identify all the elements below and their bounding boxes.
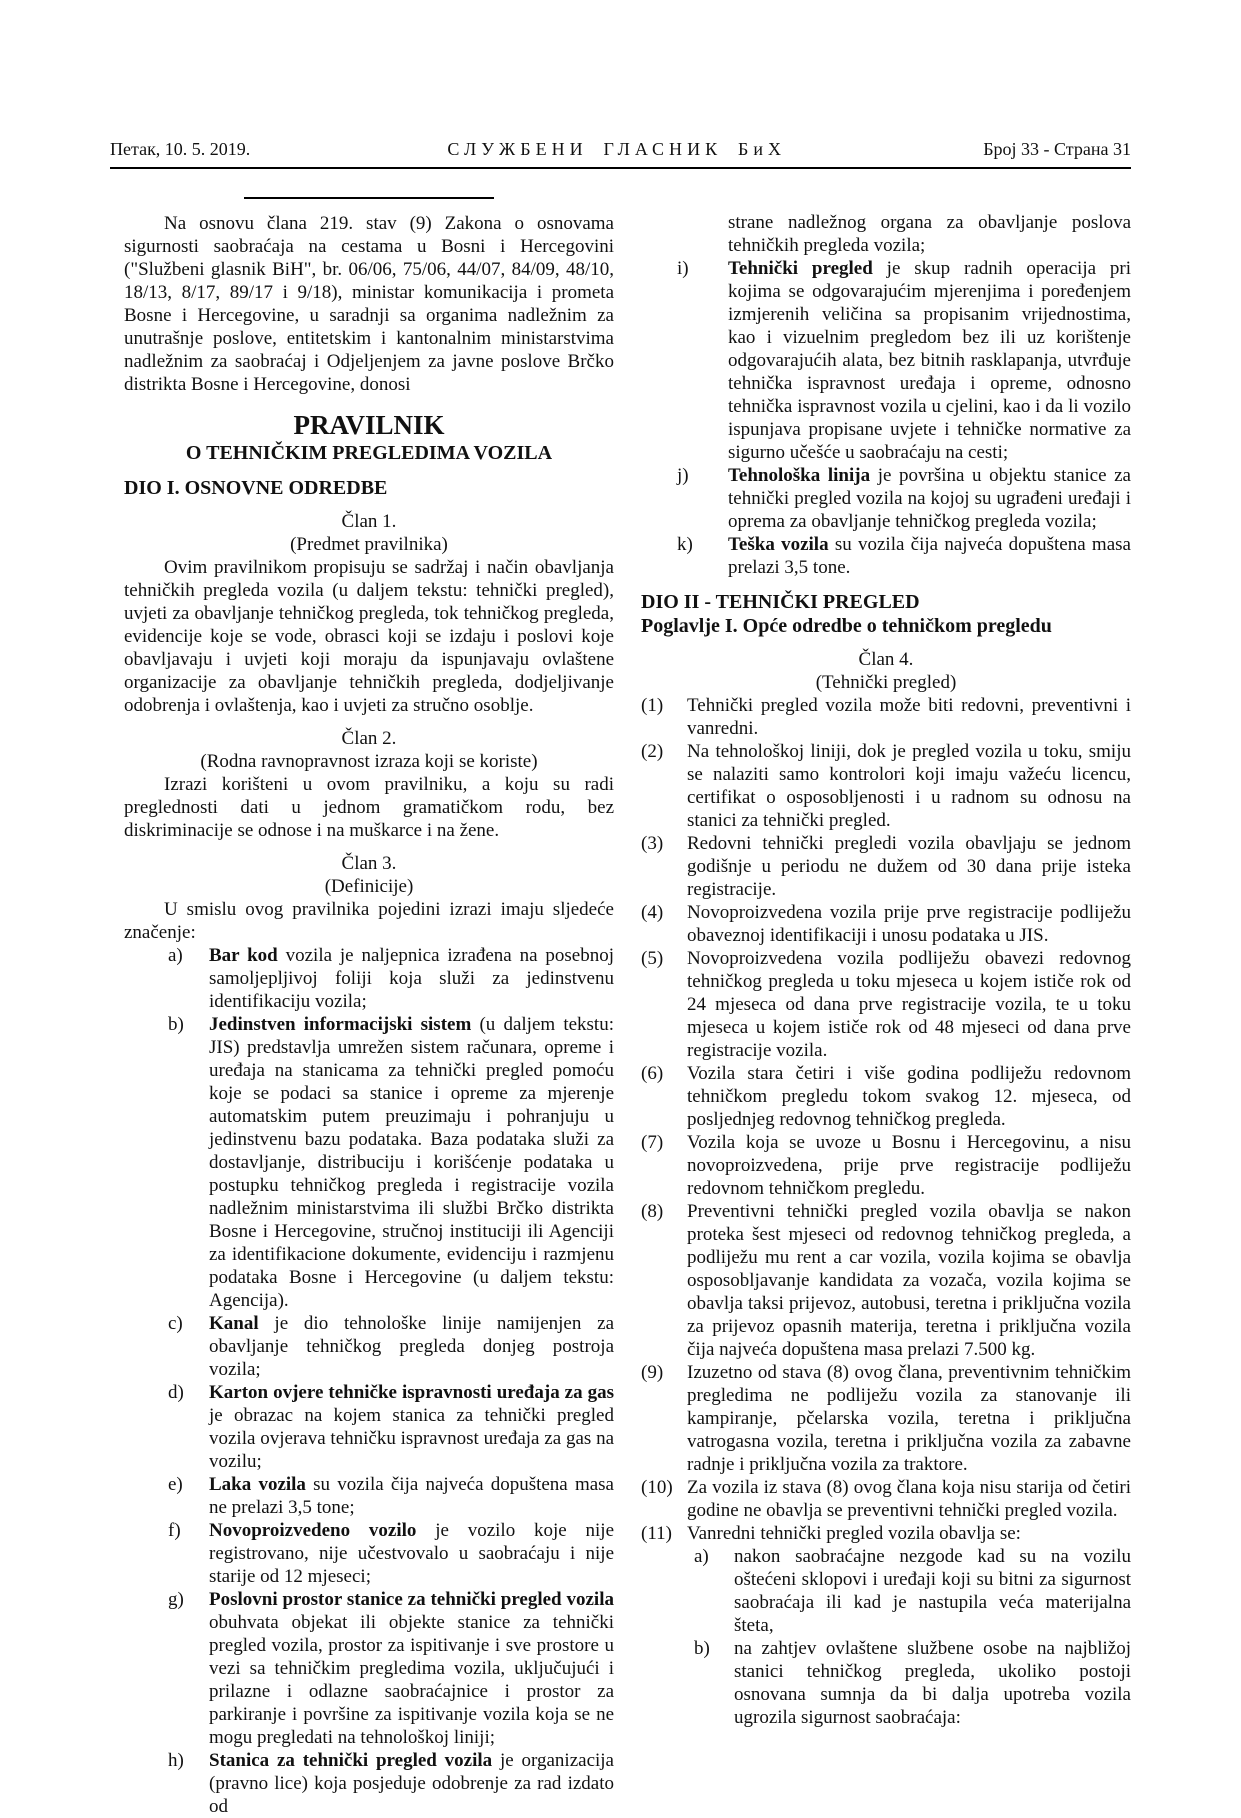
definition-term: Karton ovjere tehničke ispravnosti uređaja za gas [209,1382,614,1403]
article-4-number: Član 4. [858,649,914,670]
article-4-caption: (Tehnički pregled) [815,672,957,693]
header-page-number: Број 33 - Страна 31 [983,139,1131,159]
subitem-text: na zahtjev ovlaštene službene osobe na najbližoj stanici tehničkog pregleda, ukoliko postoji osnovana sumnja da bi dalja upotreba vozila ugrozila sigurnost saobraćaja: [734,1638,1131,1728]
definition-item-h [124,1749,614,1818]
definition-marker: c) [168,1313,183,1334]
definition-item-i [641,257,1131,464]
paragraph-text: Vozila stara četiri i više godina podliježu redovnom tehničkom pregledu tokom svakog 12. mjeseca, od posljednjeg redovnog tehničkog pregleda. [687,1063,1131,1130]
numbered-paragraph-10 [641,1476,1131,1522]
definition-term: Kanal [209,1313,259,1334]
numbered-paragraph-9 [641,1361,1131,1476]
numbered-paragraph-3 [641,832,1131,901]
paragraph-marker: (6) [641,1063,664,1084]
paragraph-text: Redovni tehnički pregledi vozila obavljaju se jednom godišnje u periodu ne dužem od 30 dana prije isteka registracije. [687,833,1131,900]
definition-item-c [124,1312,614,1381]
definition-text: je površina u objektu stanice za tehnički pregled vozila na kojoj su ugrađeni uređaji i oprema za obavljanje tehničkog pregleda vozila; [728,465,1131,532]
definition-term: Tehnički pregled [728,258,873,279]
two-column-body [124,169,1131,1818]
definition-term: Bar kod [209,945,278,966]
part-2-heading: DIO II - TEHNIČKI PREGLED [641,591,920,613]
act-subtitle: O TEHNIČKIM PREGLEDIMA VOZILA [185,442,553,464]
definition-marker: e) [168,1474,183,1495]
definition-item-f [124,1519,614,1588]
numbered-paragraph-4 [641,901,1131,947]
definition-text: obuhvata objekat ili objekte stanice za tehnički pregled vozila, prostor za ispitivanje i sve prostore u vezi sa tehničkim pregledima vozila, uključujući i prilazne i odlazne saobraćajnice i prostor za parkiranje i površine za ispitivanje vozila koja se ne mogu pregledati na tehnološkoj liniji; [209,1612,614,1748]
definition-term: Stanica za tehnički pregled vozila [209,1750,493,1771]
article-3-caption: (Definicije) [324,876,414,897]
preamble-paragraph: Na osnovu člana 219. stav (9) Zakona o osnovama sigurnosti saobraćaja na cestama u Bosni i Hercegovini ("Službeni glasnik BiH", br. 06/06, 75/06, 44/07, 84/09, 48/10, 18/13, 8/17, 89/17 i 9/18), ministar komunikacija i prometa Bosne i Hercegovine, u saradnji sa organima nadležnim za unutrašnje poslove, entitetskim i kantonalnim ministarstvima nadležnim za saobraćaj i Odjeljenjem za javne poslove Brčko distrikta Bosne i Hercegovine, donosi [124,213,614,395]
article-1-caption: (Predmet pravilnika) [290,534,448,555]
paragraph-text: Preventivni tehnički pregled vozila obavlja se nakon proteka šest mjeseci od redovnog tehničkog pregleda, a podliježu mu rent a car vozila, vozila kojima se obavlja osposobljavanje kandidata za vozača, vozila kojima se obavlja taksi prijevoz, autobusi, teretna i priključna vozila za prijevoz opasnih materija, teretna i priključna vozila čija najveća dopuštena masa prelazi 7.500 kg. [687,1201,1131,1360]
subitem-marker: a) [694,1546,709,1567]
definition-text: su vozila čija najveća dopuštena masa ne prelazi 3,5 tone; [209,1474,614,1518]
page-header [110,0,1131,169]
definition-item-e [124,1473,614,1519]
numbered-paragraph-2 [641,740,1131,832]
paragraph-text: Na tehnološkoj liniji, dok je pregled vozila u toku, smiju se nalaziti samo kontrolori koji imaju važeću licencu, certifikat o osposobljenosti i u radnom su odnosu na stanici za tehnički pregled. [687,741,1131,831]
definition-term: Teška vozila [728,534,829,555]
paragraph-marker: (10) [641,1477,673,1498]
paragraph-text: Za vozila iz stava (8) ovog člana koja nisu starija od četiri godine ne obavlja se preventivni tehnički pregled vozila. [687,1477,1131,1521]
numbered-paragraph-7 [641,1131,1131,1200]
paragraph-marker: (9) [641,1362,664,1383]
paragraph-marker: (4) [641,902,664,923]
definition-item-g [124,1588,614,1749]
definition-term: Poslovni prostor stanice za tehnički pregled vozila [209,1589,614,1610]
definition-item-j [641,464,1131,533]
paragraph-text: Vozila koja se uvoze u Bosnu i Hercegovinu, a nisu novoproizvedena, prije prve registracije podliježu redovnom tehničkom pregledu. [687,1132,1131,1199]
definition-text: je organizacija (pravno lice) koja posjeduje odobrenje za rad izdato od [209,1750,614,1817]
header-date: Петак, 10. 5. 2019. [110,139,251,159]
definition-text: je dio tehnološke linije namijenjen za obavljanje tehničkog pregleda donjeg postroja vozila; [209,1313,614,1380]
definition-marker: a) [168,945,183,966]
numbered-paragraph-1 [641,694,1131,740]
definition-term: Laka vozila [209,1474,306,1495]
definition-marker: g) [168,1589,184,1610]
right-column [641,169,1131,1818]
paragraph-text: Novoproizvedena vozila podliježu obavezi redovnog tehničkog pregleda u toku mjeseca u kojem ističe rok od 24 mjeseca od dana prve registracije vozila, te u toku mjeseca u kojem ističe rok od 48 mjeseci od dana prve registracije vozila. [687,948,1131,1061]
article-3-number: Član 3. [341,853,397,874]
definition-text: su vozila čija najveća dopuštena masa prelazi 3,5 tone. [728,534,1131,578]
part-1-heading: DIO I. OSNOVNE ODREDBE [124,477,388,499]
paragraph-text: Novoproizvedena vozila prije prve registracije podliježu obaveznoj identifikaciji i unosu podataka u JIS. [687,902,1131,946]
definitions-list-continued [641,257,1131,579]
paragraph-marker: (2) [641,741,664,762]
definition-term: Novoproizvedeno vozilo [209,1520,417,1541]
definition-text: je skup radnih operacija pri kojima se odgovarajućim mjerenjima i poređenjem izmjerenih veličina sa propisanim vrijednostima, kao i vizuelnim pregledom bez ili uz korištenje odgovarajućih alata, bez bitnih rasklapanja, utvrđuje tehnička ispravnost uređaja i opreme, odnosno tehnička ispravnost vozila u cjelini, kao i da li vozilo ispunjava propisane uvjete i tehničke normative za sigurno učešće u saobraćaju na cesti; [728,258,1132,463]
numbered-paragraph-8 [641,1200,1131,1361]
definition-marker: j) [677,465,689,486]
definition-item-d [124,1381,614,1473]
subitem-text: nakon saobraćajne nezgode kad su na vozilu oštećeni sklopovi i uređaji koji su bitni za sigurnost saobraćaja ili kad je nastupila veća materijalna šteta, [734,1546,1131,1636]
article-3-intro: U smislu ovog pravilnika pojedini izrazi imaju sljedeće značenje: [124,899,614,943]
definition-text: vozila je naljepnica izrađena na posebnoj samoljepljivoj foliji koja služi za jedinstvenu identifikaciju vozila; [209,945,614,1012]
subitem-b [641,1637,1131,1729]
chapter-1-heading: Poglavlje I. Opće odredbe o tehničkom pregledu [641,615,1052,637]
numbered-paragraph-6 [641,1062,1131,1131]
definition-marker: i) [677,258,689,279]
article-1-number: Član 1. [341,511,397,532]
definition-marker: d) [168,1382,184,1403]
article-4-paragraphs [641,694,1131,1729]
definition-text: je obrazac na kojem stanica za tehnički pregled vozila ovjerava tehničku ispravnost uređaja za gas na vozilu; [209,1405,614,1472]
paragraph-marker: (7) [641,1132,664,1153]
definition-item-b [124,1013,614,1312]
paragraph-text: Vanredni tehnički pregled vozila obavlja se: [687,1523,1021,1544]
left-column [124,169,614,1818]
numbered-paragraph-11 [641,1522,1131,1545]
definition-marker: k) [677,534,693,555]
paragraph-text: Izuzetno od stava (8) ovog člana, preventivnim tehničkim pregledima ne podliježu vozila za stanovanje ili kampiranje, pčelarska vozila, teretna i priključna vatrogasna vozila, teretna i priključna vozila za zabavne radnje i priključna vozila za traktore. [687,1362,1131,1475]
definition-item-h-continuation: strane nadležnog organa za obavljanje poslova tehničkih pregleda vozila; [728,212,1131,256]
paragraph-marker: (1) [641,695,664,716]
paragraph-marker: (5) [641,948,664,969]
header-gazette-title: СЛУЖБЕНИ ГЛАСНИК БиХ [447,139,787,159]
paragraph-text: Tehnički pregled vozila može biti redovni, preventivni i vanredni. [687,695,1131,739]
article-2-body: Izrazi korišteni u ovom pravilniku, a koju su radi preglednosti dati u jednom gramatičkom rodu, bez diskriminacije se odnose i na muškarce i na žene. [124,774,614,841]
article-1-body: Ovim pravilnikom propisuju se sadržaj i način obavljanja tehničkih pregleda vozila (u daljem tekstu: tehnički pregled), uvjeti za obavljanje tehničkog pregleda, tok tehničkog pregleda, evidencije koje se vode, obrasci koji se izdaju i poslovi koje obavljavaju i uvjeti koji moraju da ispunjavaju ovlaštene organizacije za obavljanje tehničkih pregleda, dodjeljivanje odobrenja i ovlaštenja, kao i uvjeti za stručno osoblje. [124,557,614,716]
subitem-a [641,1545,1131,1637]
subitem-marker: b) [694,1638,710,1659]
definition-marker: b) [168,1014,184,1035]
act-title: PRAVILNIK [293,410,445,440]
definition-marker: f) [168,1520,181,1541]
numbered-paragraph-5 [641,947,1131,1062]
definition-text: je vozilo koje nije registrovano, nije učestvovalo u saobraćaju i nije starije od 12 mjeseci; [209,1520,614,1587]
article-2-caption: (Rodna ravnopravnost izraza koji se koriste) [200,751,538,772]
paragraph-marker: (8) [641,1201,664,1222]
paragraph-marker: (3) [641,833,664,854]
definition-marker: h) [168,1750,184,1771]
paragraph-marker: (11) [641,1523,672,1544]
definition-term: Jedinstven informacijski sistem [209,1014,472,1035]
definitions-list [124,944,614,1818]
definition-item-a [124,944,614,1013]
article-separator-line [244,197,494,199]
definition-text: (u daljem tekstu: JIS) predstavlja umrežen sistem računara, opreme i uređaja na stanicama za tehnički pregled pomoću koje se podaci sa stanice i opreme za mjerenje automatskim putem preuzimaju i pohranjuju u jedinstvenu bazu podataka. Baza podataka služi za dostavljanje, distribuciju i korišćenje podataka u postupku tehničkog pregleda i registracije vozila nadležnim ministarstvima ili službi Brčko distrikta Bosne i Hercegovine, stručnoj instituciji ili Agenciji za identifikacione dokumente, evidenciju i razmjenu podataka Bosne i Hercegovine (u daljem tekstu: Agencija). [209,1014,614,1311]
definition-item-k [641,533,1131,579]
definition-term: Tehnološka linija [728,465,871,486]
article-2-number: Član 2. [341,728,397,749]
